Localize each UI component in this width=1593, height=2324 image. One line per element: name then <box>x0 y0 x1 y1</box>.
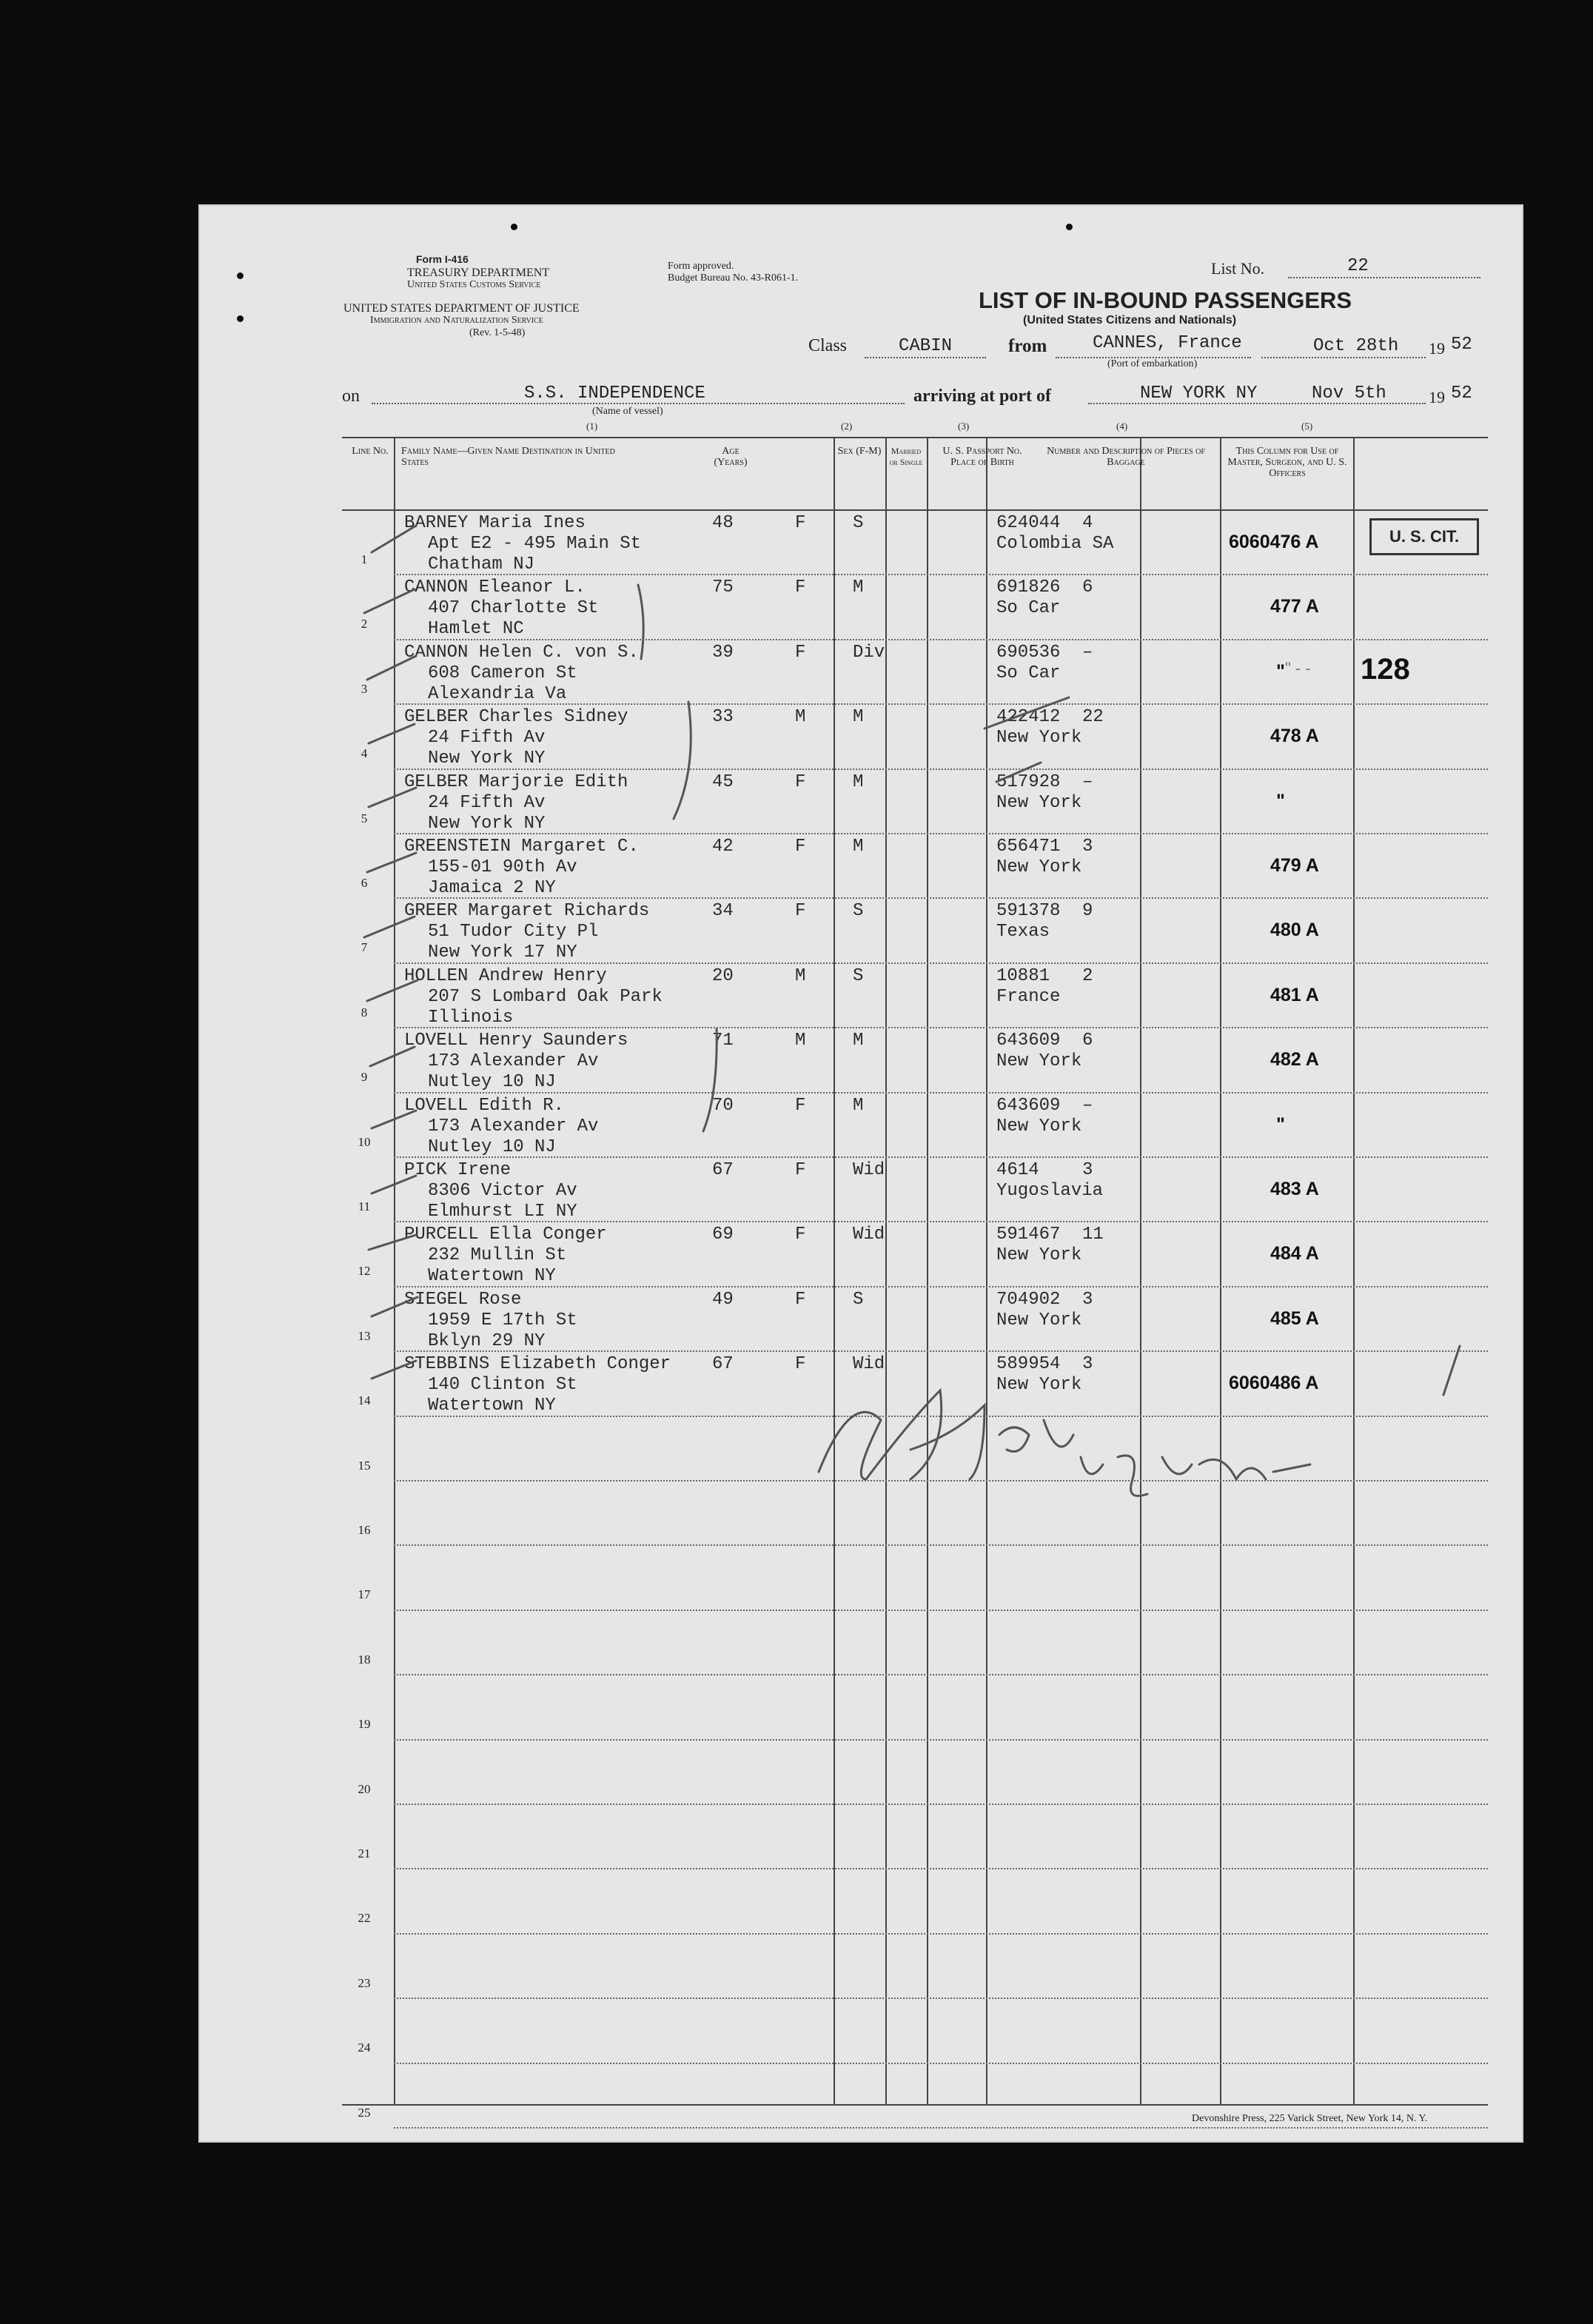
passenger-sex: F <box>795 1289 806 1310</box>
year-prefix: 19 <box>1429 339 1445 358</box>
passenger-name: PICK Irene <box>404 1160 512 1180</box>
passenger-address: 232 Mullin St <box>428 1245 567 1266</box>
passenger-marital: S <box>853 965 864 986</box>
col-divider <box>1220 438 1221 2104</box>
passenger-marital: S <box>853 901 864 922</box>
passenger-age: 69 <box>712 1225 734 1245</box>
passenger-name: GELBER Marjorie Edith <box>404 771 628 792</box>
header-married: Married or Single <box>889 446 923 467</box>
passenger-marital: S <box>853 513 864 533</box>
class-label: Class <box>808 336 848 355</box>
baggage-count: – <box>1082 1095 1093 1116</box>
departure-date: Oct 28th <box>1313 336 1399 356</box>
officer-entry: 484 A <box>1270 1243 1319 1265</box>
passport-number: 643609 <box>996 1095 1061 1116</box>
passenger-marital: M <box>853 837 864 857</box>
passenger-name: CANNON Helen C. von S. <box>404 642 639 663</box>
row-divider <box>394 1804 1488 1805</box>
row-line-number: 1 <box>360 552 368 566</box>
passenger-age: 39 <box>712 642 734 663</box>
baggage-count: 11 <box>1082 1225 1104 1245</box>
passport-number: 624044 <box>996 513 1061 533</box>
officer-entry: " <box>1276 660 1285 682</box>
col-number-3: (3) <box>958 421 970 432</box>
passenger-sex: F <box>795 513 806 533</box>
passenger-marital: M <box>853 577 864 598</box>
passenger-address: 608 Cameron St <box>428 663 577 683</box>
date-line <box>1261 357 1426 358</box>
birthplace: New York <box>996 857 1082 877</box>
pin-hole <box>1066 224 1073 230</box>
passenger-marital: M <box>853 771 864 792</box>
passenger-age: 70 <box>712 1095 734 1116</box>
passenger-city: Watertown NY <box>428 1266 556 1287</box>
baggage-count: – <box>1082 771 1093 792</box>
row-line-number: 24 <box>358 2040 371 2055</box>
row-line-number: 8 <box>360 1005 368 1019</box>
baggage-count: 6 <box>1082 577 1093 598</box>
col-divider <box>834 438 835 2104</box>
passenger-city: Illinois <box>428 1007 514 1028</box>
passport-number: 591467 <box>996 1225 1061 1245</box>
passenger-name: STEBBINS Elizabeth Conger <box>404 1354 671 1375</box>
passenger-city: Elmhurst LI NY <box>428 1202 577 1222</box>
col-divider <box>986 438 987 2104</box>
col-divider <box>885 438 887 2104</box>
passenger-address: 407 Charlotte St <box>428 598 599 619</box>
row-line-number: 9 <box>360 1070 368 1085</box>
passenger-city: Nutley 10 NJ <box>428 1136 556 1157</box>
birthplace: New York <box>996 1051 1082 1072</box>
row-divider <box>394 1480 1488 1481</box>
baggage-count: 3 <box>1082 1289 1093 1310</box>
passenger-age: 71 <box>712 1031 734 1051</box>
birthplace: France <box>996 986 1061 1007</box>
row-line-number: 18 <box>358 1652 371 1667</box>
passenger-address: 173 Alexander Av <box>428 1051 599 1072</box>
col-number-4: (4) <box>1116 421 1128 432</box>
birthplace: So Car <box>996 663 1061 683</box>
passenger-address: 173 Alexander Av <box>428 1116 599 1136</box>
row-divider <box>394 1350 1488 1352</box>
header-line-no: Line No. <box>352 446 389 457</box>
header-passport: U. S. Passport No. Place of Birth <box>942 446 1022 468</box>
row-line-number: 2 <box>360 617 368 632</box>
header-sex: Sex (F-M) <box>837 446 882 457</box>
passenger-sex: F <box>795 1095 806 1116</box>
col-divider <box>927 438 928 2104</box>
officer-entry: 480 A <box>1270 920 1319 941</box>
row-divider <box>394 897 1488 899</box>
row-divider <box>394 574 1488 575</box>
year-suffix: 52 <box>1451 335 1472 355</box>
passenger-name: GREER Margaret Richards <box>404 901 650 922</box>
customs-service: United States Customs Service <box>407 279 541 290</box>
officer-entry: 479 A <box>1270 855 1319 876</box>
passenger-name: PURCELL Ella Conger <box>404 1225 607 1245</box>
passenger-age: 20 <box>712 965 734 986</box>
row-line-number: 13 <box>358 1328 371 1343</box>
row-divider <box>394 1739 1488 1741</box>
row-line-number: 17 <box>358 1587 371 1602</box>
ins-service: Immigration and Naturalization Service <box>370 315 543 326</box>
from-label: from <box>1008 336 1047 356</box>
passenger-age: 67 <box>712 1354 734 1375</box>
passenger-age: 48 <box>712 513 734 533</box>
passport-number: 4614 <box>996 1160 1039 1180</box>
passenger-sex: F <box>795 771 806 792</box>
manifest-subtitle: (United States Citizens and Nationals) <box>1023 314 1237 327</box>
row-line-number: 12 <box>358 1264 371 1279</box>
row-divider <box>394 1868 1488 1869</box>
passenger-age: 49 <box>712 1289 734 1310</box>
passenger-sex: M <box>795 1031 806 1051</box>
passenger-age: 33 <box>712 707 734 728</box>
passenger-sex: F <box>795 1160 806 1180</box>
header-family-name: Family Name—Given Name Destination in United States <box>401 446 615 468</box>
passenger-sex: F <box>795 577 806 598</box>
baggage-count: 3 <box>1082 1354 1093 1375</box>
birthplace: Texas <box>996 922 1050 942</box>
birthplace: New York <box>996 792 1082 813</box>
header-baggage: Number and Description of Pieces of Baggage <box>1047 446 1205 468</box>
baggage-count: 9 <box>1082 901 1093 922</box>
arrival-year-prefix: 19 <box>1429 388 1445 406</box>
passenger-city: Watertown NY <box>428 1396 556 1416</box>
col-divider <box>1140 438 1141 2104</box>
row-line-number: 16 <box>358 1523 371 1537</box>
manifest-title: LIST OF IN-BOUND PASSENGERS <box>979 287 1352 313</box>
row-line-number: 5 <box>360 811 368 826</box>
passenger-name: GELBER Charles Sidney <box>404 707 628 728</box>
passport-number: 10881 <box>996 965 1050 986</box>
passenger-name: SIEGEL Rose <box>404 1289 522 1310</box>
row-line-number: 14 <box>358 1393 371 1408</box>
officer-entry: 481 A <box>1270 984 1319 1005</box>
birthplace: So Car <box>996 598 1061 619</box>
passenger-age: 67 <box>712 1160 734 1180</box>
passenger-city: New York NY <box>428 749 546 769</box>
class-line <box>865 357 986 358</box>
passenger-city: New York NY <box>428 813 546 834</box>
passenger-marital: M <box>853 1095 864 1116</box>
passenger-sex: M <box>795 965 806 986</box>
row-divider <box>394 833 1488 834</box>
row-line-number: 20 <box>358 1781 371 1796</box>
page-number-stamp: 128 <box>1361 653 1410 686</box>
row-divider <box>394 1674 1488 1675</box>
list-no-line <box>1288 277 1480 278</box>
passenger-address: 140 Clinton St <box>428 1375 577 1396</box>
baggage-count: 3 <box>1082 837 1093 857</box>
col-number-5: (5) <box>1301 421 1313 432</box>
ditto-partial: " - - <box>1285 659 1311 677</box>
list-no-label: List No. <box>1211 259 1265 278</box>
passenger-marital: Wid <box>853 1354 885 1375</box>
passenger-city: Bklyn 29 NY <box>428 1330 546 1351</box>
passenger-address: 155-01 90th Av <box>428 857 577 877</box>
passenger-sex: F <box>795 642 806 663</box>
arrival-date: Nov 5th <box>1312 384 1386 403</box>
passenger-manifest-page <box>200 206 1522 2141</box>
embarkation-note: (Port of embarkation) <box>1107 358 1198 369</box>
passenger-city: Chatham NJ <box>428 555 535 575</box>
arrival-year-suffix: 52 <box>1451 384 1472 403</box>
officer-entry: 478 A <box>1270 726 1319 747</box>
passenger-marital: S <box>853 1289 864 1310</box>
row-line-number: 3 <box>360 681 368 696</box>
row-line-number: 6 <box>360 876 368 890</box>
baggage-count: 2 <box>1082 965 1093 986</box>
passenger-sex: F <box>795 1225 806 1245</box>
passport-number: 422412 <box>996 707 1061 728</box>
col-divider <box>1353 438 1355 2104</box>
passenger-age: 75 <box>712 577 734 598</box>
row-divider <box>394 768 1488 770</box>
passenger-name: LOVELL Henry Saunders <box>404 1031 628 1051</box>
birthplace: Yugoslavia <box>996 1181 1104 1201</box>
pin-hole <box>511 224 517 230</box>
passenger-sex: F <box>795 901 806 922</box>
officer-entry: 483 A <box>1270 1179 1319 1199</box>
row-divider <box>394 1933 1488 1935</box>
officer-entry: " <box>1276 1114 1285 1135</box>
passenger-name: CANNON Eleanor L. <box>404 577 586 598</box>
budget-bureau: Budget Bureau No. 43-R061-1. <box>668 272 799 284</box>
passenger-marital: Div <box>853 642 885 663</box>
printer-imprint: Devonshire Press, 225 Varick Street, New York 14, N. Y. <box>1192 2113 1428 2124</box>
header-officers: This Column for Use of Master, Surgeon, and U. S. Officers <box>1227 446 1347 479</box>
row-divider <box>394 2063 1488 2064</box>
form-revision: (Rev. 1-5-48) <box>469 327 526 338</box>
port-name: NEW YORK NY <box>1140 384 1258 403</box>
justice-department: UNITED STATES DEPARTMENT OF JUSTICE <box>343 302 580 315</box>
baggage-count: 3 <box>1082 1160 1093 1180</box>
row-divider <box>394 1156 1488 1158</box>
birthplace: New York <box>996 1375 1082 1396</box>
passenger-city: New York 17 NY <box>428 942 577 963</box>
col-number-2: (2) <box>841 421 853 432</box>
row-line-number: 4 <box>360 746 368 761</box>
row-divider <box>394 1544 1488 1546</box>
passenger-marital: M <box>853 707 864 728</box>
class-value: CABIN <box>899 336 953 356</box>
officer-entry: 485 A <box>1270 1307 1319 1329</box>
passport-number: 690536 <box>996 642 1061 663</box>
list-no-value: 22 <box>1347 256 1369 276</box>
passenger-address: 1959 E 17th St <box>428 1310 577 1330</box>
passenger-city: Jamaica 2 NY <box>428 878 556 898</box>
officer-entry: 6060486 A <box>1229 1373 1319 1394</box>
passenger-address: 24 Fifth Av <box>428 728 546 749</box>
passenger-city: Alexandria Va <box>428 683 567 704</box>
passenger-name: BARNEY Maria Ines <box>404 513 586 533</box>
row-divider <box>394 1610 1488 1611</box>
passenger-address: 24 Fifth Av <box>428 792 546 813</box>
birthplace: New York <box>996 1310 1082 1330</box>
baggage-count: 4 <box>1082 513 1093 533</box>
passport-number: 589954 <box>996 1354 1061 1375</box>
header-age: Age (Years) <box>714 446 748 468</box>
row-divider <box>394 1997 1488 1999</box>
birthplace: New York <box>996 728 1082 749</box>
baggage-count: 22 <box>1082 707 1104 728</box>
birthplace: New York <box>996 1116 1082 1136</box>
row-divider <box>394 1286 1488 1287</box>
row-line-number: 25 <box>358 2105 371 2120</box>
passenger-city: Hamlet NC <box>428 619 524 640</box>
row-line-number: 21 <box>358 1846 371 1861</box>
baggage-count: 6 <box>1082 1031 1093 1051</box>
from-value: CANNES, France <box>1093 333 1242 353</box>
row-line-number: 15 <box>358 1458 371 1473</box>
passenger-sex: M <box>795 707 806 728</box>
header-rule <box>342 509 1488 511</box>
passenger-sex: F <box>795 1354 806 1375</box>
arriving-label: arriving at port of <box>913 386 1051 406</box>
passenger-age: 42 <box>712 837 734 857</box>
birthplace: Colombia SA <box>996 534 1114 554</box>
officer-entry: 6060476 A <box>1229 532 1319 552</box>
passport-number: 591378 <box>996 901 1061 922</box>
pin-hole <box>237 315 244 322</box>
row-line-number: 7 <box>360 940 368 955</box>
on-label: on <box>342 386 360 406</box>
passenger-marital: Wid <box>853 1160 885 1180</box>
birthplace: New York <box>996 1245 1082 1266</box>
row-line-number: 22 <box>358 1911 371 1926</box>
passenger-name: HOLLEN Andrew Henry <box>404 965 607 986</box>
col-number-1: (1) <box>586 421 598 432</box>
vessel-name: S.S. INDEPENDENCE <box>524 384 705 403</box>
passenger-name: LOVELL Edith R. <box>404 1095 565 1116</box>
us-citizen-stamp: U. S. CIT. <box>1369 518 1479 555</box>
passenger-name: GREENSTEIN Margaret C. <box>404 837 639 857</box>
passenger-address: 51 Tudor City Pl <box>428 922 599 942</box>
passenger-marital: Wid <box>853 1225 885 1245</box>
row-divider <box>394 1027 1488 1028</box>
form-number: Form I-416 <box>416 253 469 265</box>
passenger-age: 34 <box>712 901 734 922</box>
officer-entry: 482 A <box>1270 1049 1319 1071</box>
passenger-city: Nutley 10 NJ <box>428 1072 556 1093</box>
row-divider <box>394 1416 1488 1417</box>
passenger-age: 45 <box>712 771 734 792</box>
passport-number: 656471 <box>996 837 1061 857</box>
pin-hole <box>237 272 244 279</box>
passenger-address: Apt E2 - 495 Main St <box>428 534 642 554</box>
passenger-address: 8306 Victor Av <box>428 1181 577 1201</box>
passport-number: 691826 <box>996 577 1061 598</box>
col-divider <box>394 438 395 2104</box>
passenger-address: 207 S Lombard Oak Park <box>428 986 663 1007</box>
passenger-marital: M <box>853 1031 864 1051</box>
row-line-number: 10 <box>358 1134 371 1149</box>
vessel-note: (Name of vessel) <box>592 406 663 417</box>
baggage-count: – <box>1082 642 1093 663</box>
treasury-department: TREASURY DEPARTMENT <box>407 267 550 279</box>
row-divider <box>394 1092 1488 1094</box>
officer-entry: 477 A <box>1270 596 1319 617</box>
passenger-sex: F <box>795 837 806 857</box>
form-approved: Form approved. <box>668 261 734 272</box>
row-divider <box>394 2127 1488 2129</box>
row-line-number: 11 <box>358 1199 371 1213</box>
passport-number: 517928 <box>996 771 1061 792</box>
passport-number: 704902 <box>996 1289 1061 1310</box>
row-divider <box>394 639 1488 640</box>
row-line-number: 23 <box>358 1975 371 1990</box>
officer-entry: " <box>1276 790 1285 811</box>
row-line-number: 19 <box>358 1717 371 1732</box>
passport-number: 643609 <box>996 1031 1061 1051</box>
